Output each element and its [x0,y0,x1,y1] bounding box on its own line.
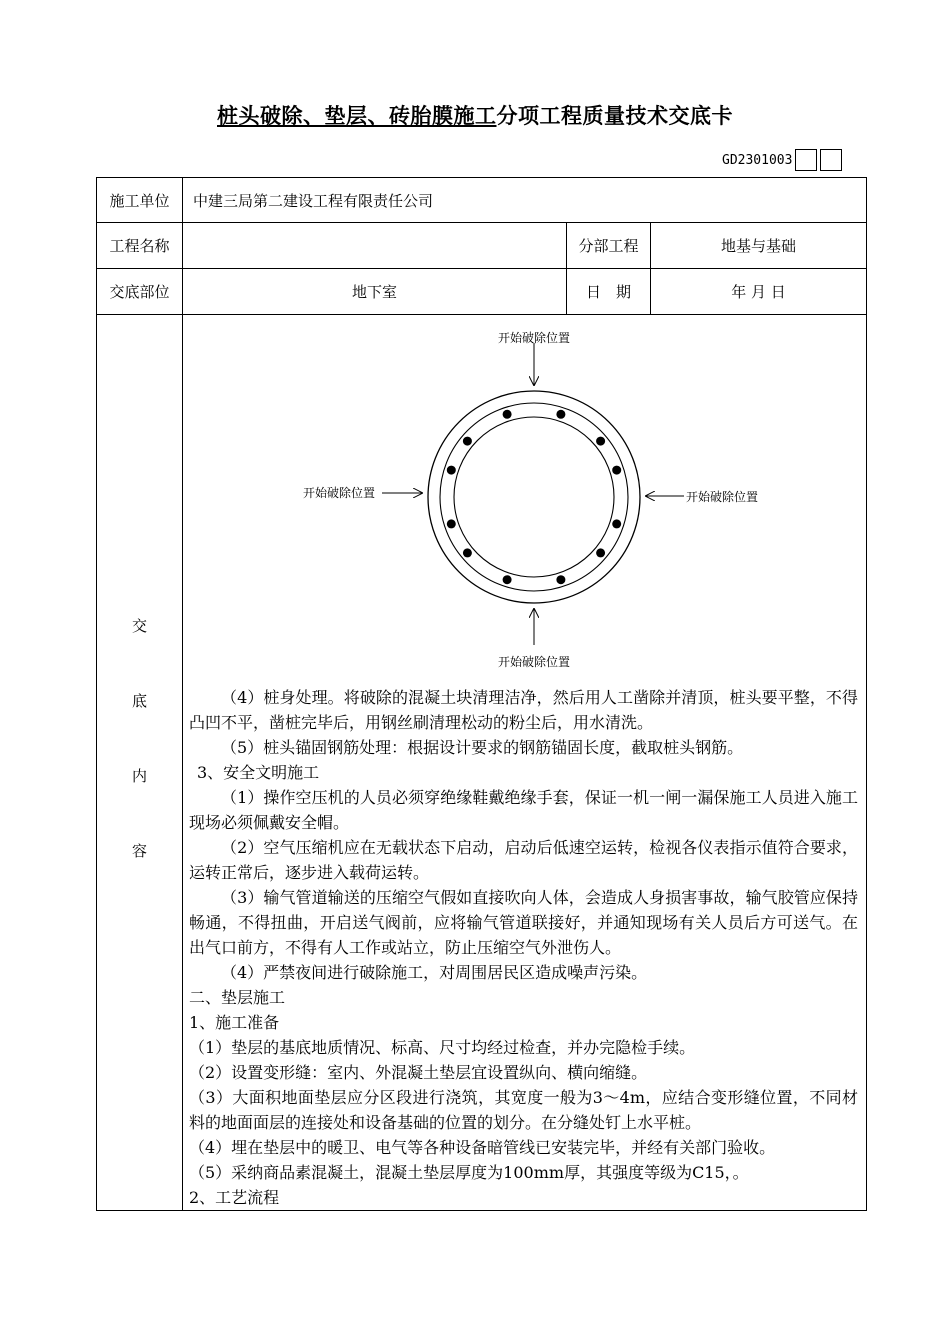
diagram-label-bottom: 开始破除位置 [497,655,570,669]
code-box-2 [820,149,842,171]
project-label: 工程名称 [97,223,183,269]
doc-code [722,148,842,172]
content-line-12: （3）大面积地面垫层应分区段进行浇筑，其宽度一般为3～4m，应结合变形缝位置，不同材料的地面面层的连接处和设备基础的位置的划分。在分缝处钉上水平桩。 [189,1088,859,1132]
diagram-label-right: 开始破除位置 [685,490,758,504]
rebar-dot [502,575,511,584]
rebar-dot [556,575,565,584]
rebar-dot [596,437,605,446]
rebar-dot [462,437,471,446]
title-rest: 分项工程质量技术交底卡 [496,103,733,128]
diagram-label-left: 开始破除位置 [302,486,375,500]
doc-code-text: GD2301003 [722,152,793,168]
unit-label: 施工单位 [97,178,183,223]
diagram-label-top: 开始破除位置 [497,331,570,345]
content-line-8: 二、垫层施工 [189,988,286,1007]
rebar-dots [446,410,620,584]
code-box-1 [795,149,817,171]
content-line-15: 2、工艺流程 [189,1188,280,1207]
part-value: 地下室 [183,269,567,315]
content-line-6: （3）输气管道输送的压缩空气假如直接吹向人体，会造成人身损害事故，输气胶管应保持畅通，不得扭曲，开启送气阀前，应将输气管道联接好，并通知现场有关人员后方可送气。在出气口前方，不得有人工作或站立，防止压缩空气外泄伤人。 [189,888,859,957]
content-line-10: （1）垫层的基底地质情况、标高、尺寸均经过检查，并办完隐检手续。 [189,1038,696,1057]
title-underlined: 桩头破除、垫层、砖胎膜施工 [217,103,497,128]
rebar-dot [446,519,455,528]
project-value [183,223,567,269]
page-title [0,100,950,130]
rebar-dot [612,466,621,475]
pile-inner-circle [454,417,614,577]
rebar-dot [446,466,455,475]
disclosure-table [96,177,867,1211]
content-line-2: （5）桩头锚固钢筋处理：根据设计要求的钢筋锚固长度，截取桩头钢筋。 [221,738,744,757]
part-label: 交底部位 [97,269,183,315]
content-cell [183,315,867,1211]
side-char-3: 内 [131,767,147,785]
side-char-2: 底 [131,692,147,710]
date-label: 日 期 [567,269,651,315]
content-line-9: 1、施工准备 [189,1013,280,1032]
content-line-4: （1）操作空压机的人员必须穿绝缘鞋戴绝缘手套，保证一机一闸一漏保施工人员进入施工现场必须佩戴安全帽。 [189,788,859,832]
side-char-4: 容 [131,842,147,860]
rebar-dot [462,548,471,557]
content-line-5: （2）空气压缩机应在无载状态下启动，启动后低速空运转，检视各仪表指示值符合要求，运转正常后，逐步进入载荷运转。 [189,838,859,882]
pile-head-diagram [224,315,824,685]
rebar-dot [556,410,565,419]
subproject-value: 地基与基础 [651,223,867,269]
content-line-11: （2）设置变形缝：室内、外混凝土垫层宜设置纵向、横向缩缝。 [189,1063,648,1082]
pile-middle-circle [440,403,628,591]
rebar-dot [612,519,621,528]
rebar-dot [502,410,511,419]
content-line-14: （5）采纳商品素混凝土，混凝土垫层厚度为100mm厚，其强度等级为C15，。 [189,1163,749,1182]
side-label [97,315,183,1211]
content-line-1: （4）桩身处理。将破除的混凝土块清理洁净，然后用人工凿除并清顶，桩头要平整，不得凸凹不平，凿桩完毕后，用钢丝刷清理松动的粉尘后，用水清洗。 [189,688,859,732]
date-value: 年 月 日 [651,269,867,315]
rebar-dot [596,548,605,557]
content-line-3: 3、安全文明施工 [197,763,320,782]
content-line-13: （4）埋在垫层中的暖卫、电气等各种设备暗管线已安装完毕，并经有关部门验收。 [189,1138,776,1157]
content-line-7: （4）严禁夜间进行破除施工，对周围居民区造成噪声污染。 [221,963,648,982]
side-char-1: 交 [131,617,147,635]
subproject-label: 分部工程 [567,223,651,269]
pile-outer-circle [428,391,640,603]
unit-value: 中建三局第二建设工程有限责任公司 [183,178,867,223]
